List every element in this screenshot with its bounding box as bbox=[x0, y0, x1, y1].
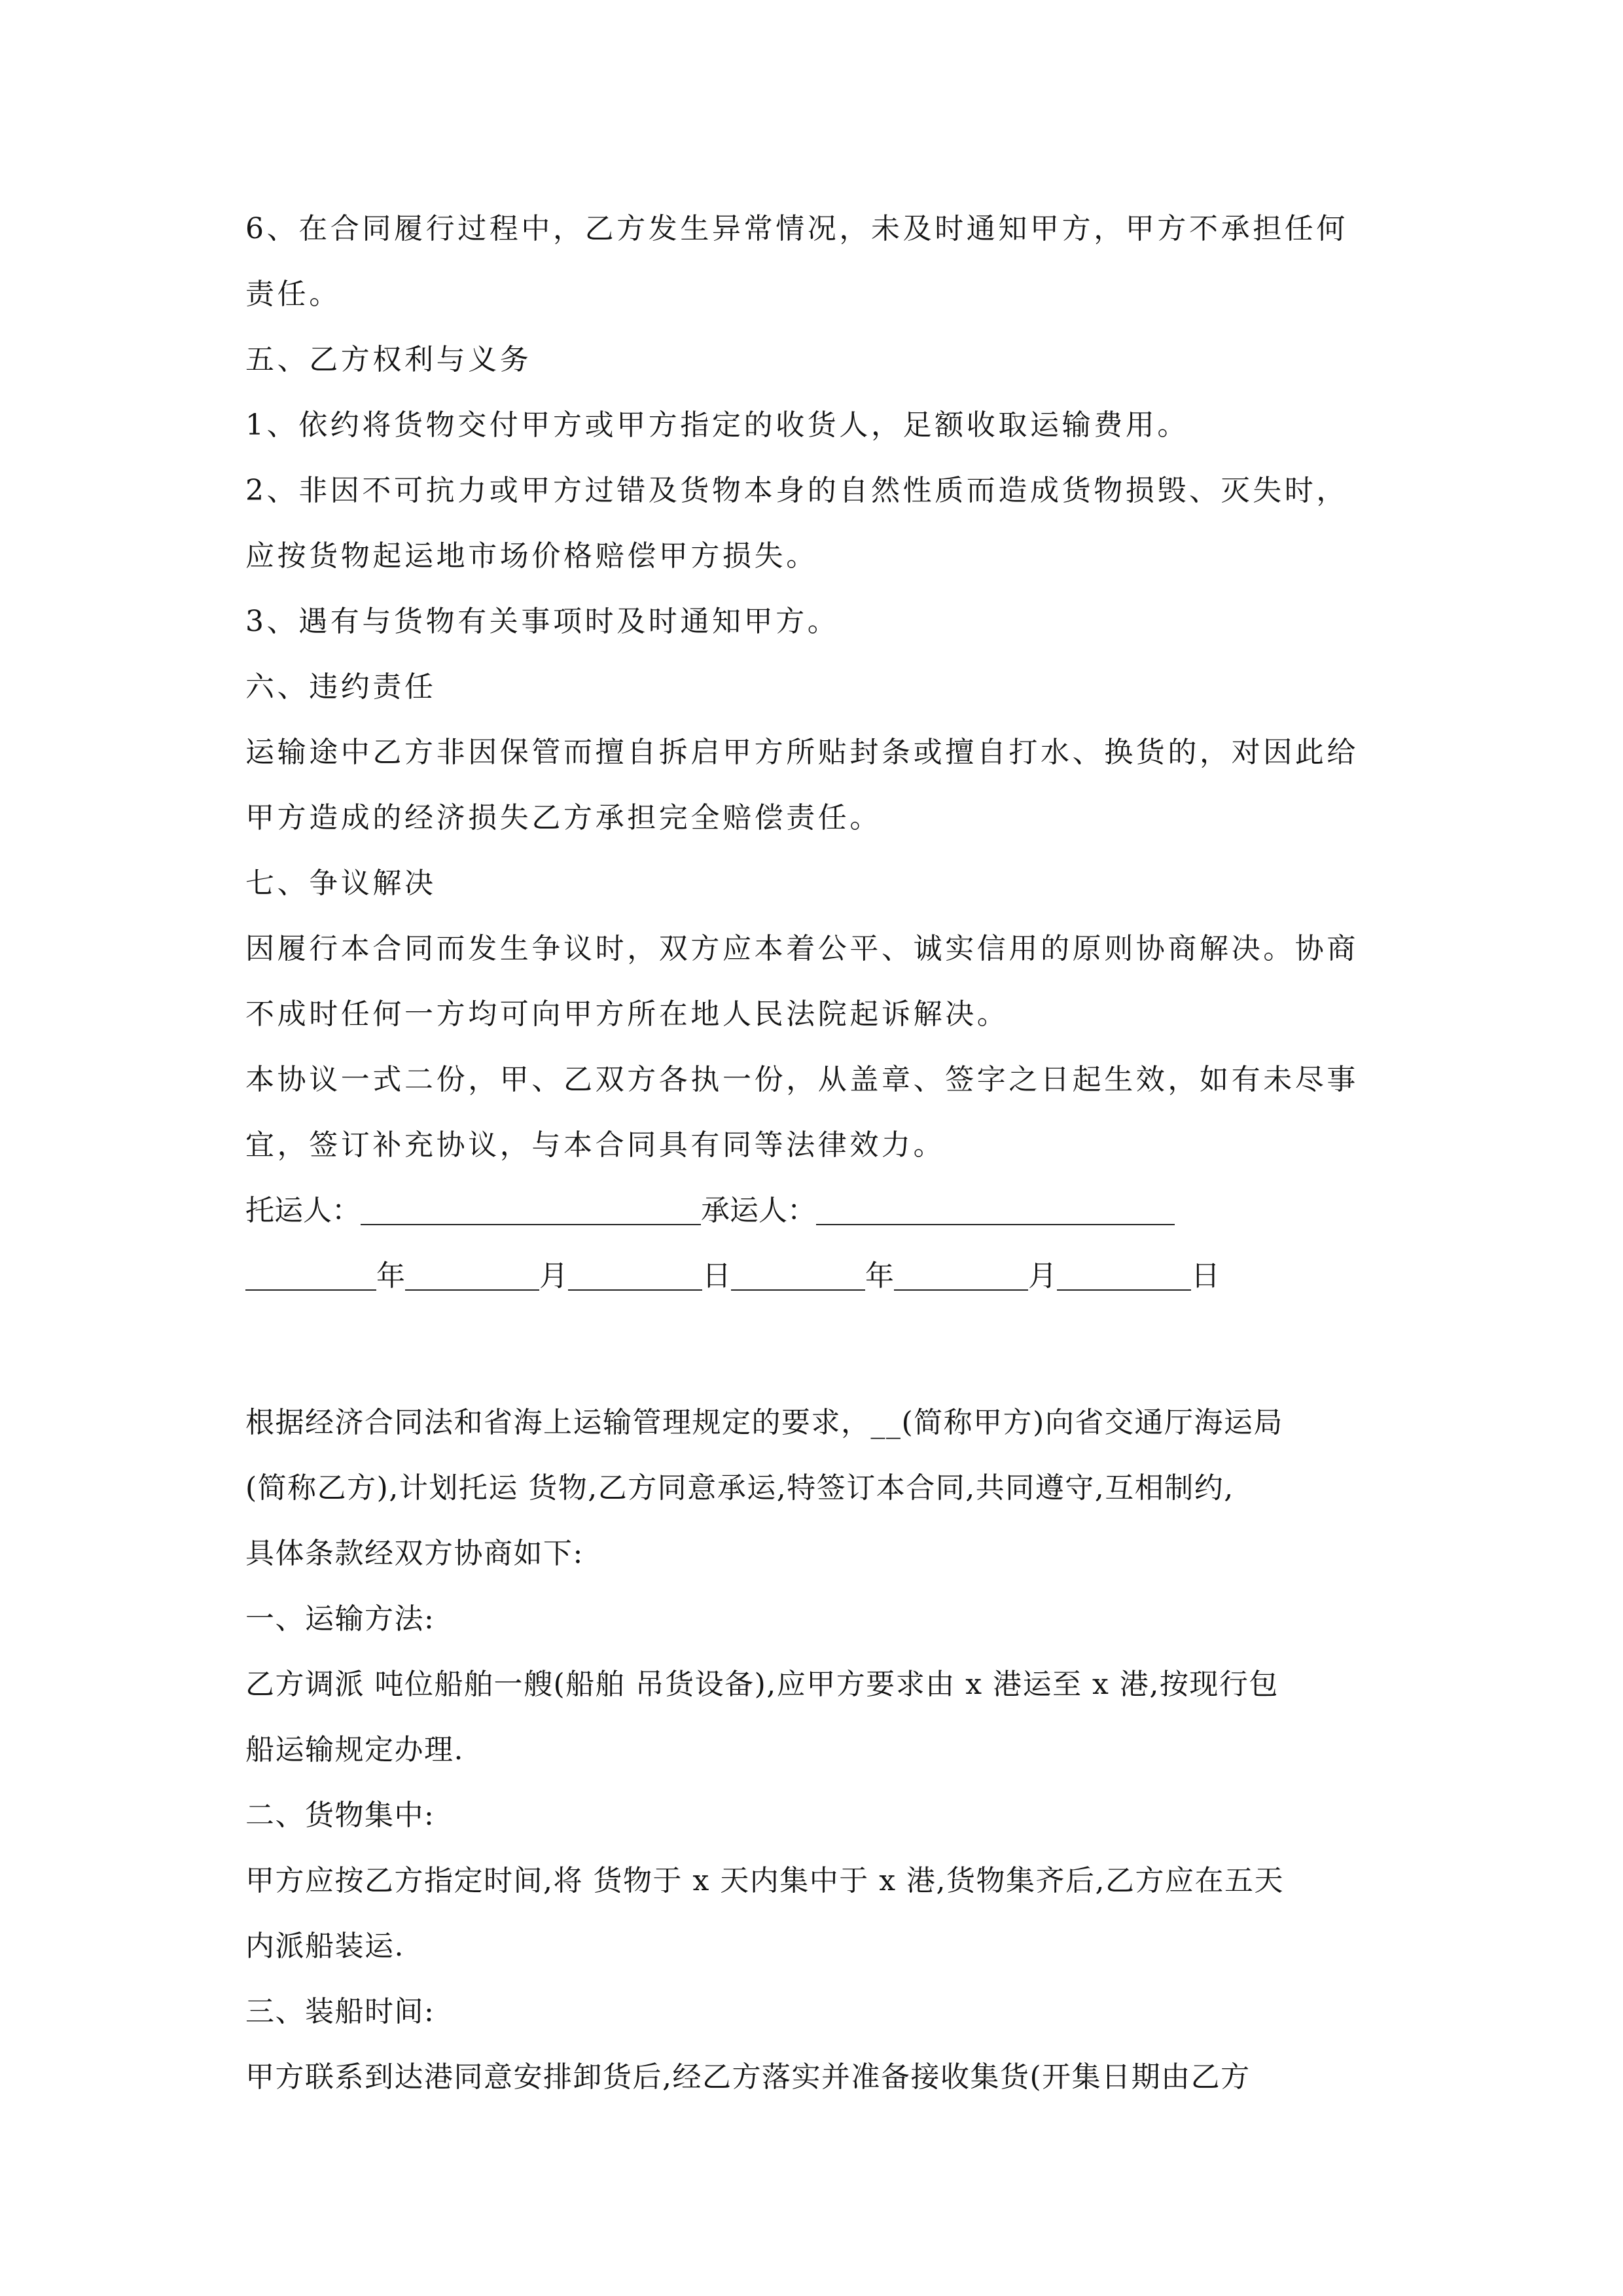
item-2-line-1: 2、非因不可抗力或甲方过错及货物本身的自然性质而造成货物损毁、灭失时， bbox=[245, 474, 1348, 507]
shipper-year-label: 年 bbox=[376, 1259, 405, 1293]
loading-time-line-1: 甲方联系到达港同意安排卸货后,经乙方落实并准备接收集货(开集日期由乙方 bbox=[245, 2060, 1251, 2094]
intro-line-1: 根据经济合同法和省海上运输管理规定的要求，__(简称甲方)向省交通厅海运局 bbox=[245, 1406, 1283, 1439]
signature-row bbox=[245, 1193, 1175, 1229]
carrier-day-blank[interactable] bbox=[1057, 1261, 1191, 1291]
transport-method-line-1: 乙方调派 吨位船舶一艘(船舶 吊货设备),应甲方要求由 x 港运至 x 港,按现行包 bbox=[245, 1668, 1279, 1701]
carrier-month-label: 月 bbox=[1028, 1259, 1057, 1293]
carrier-signature-blank[interactable] bbox=[816, 1195, 1175, 1225]
shipper-day-blank[interactable] bbox=[568, 1261, 702, 1291]
carrier-label: 承运人： bbox=[701, 1194, 816, 1227]
date-row bbox=[245, 1258, 1220, 1295]
carrier-day-label: 日 bbox=[1191, 1259, 1220, 1293]
intro-line-3: 具体条款经双方协商如下: bbox=[245, 1537, 584, 1570]
heading-transport-method: 一、运输方法: bbox=[245, 1602, 435, 1636]
shipper-label: 托运人： bbox=[245, 1194, 361, 1227]
section-heading-5: 五、乙方权利与义务 bbox=[245, 343, 532, 376]
transport-method-line-2: 船运输规定办理. bbox=[245, 1733, 464, 1767]
document-page bbox=[245, 0, 1381, 2296]
section-heading-7: 七、争议解决 bbox=[245, 867, 437, 900]
shipper-month-blank[interactable] bbox=[405, 1261, 539, 1291]
carrier-year-blank[interactable] bbox=[731, 1261, 865, 1291]
item-2-line-2: 应按货物起运地市场价格赔偿甲方损失。 bbox=[245, 539, 818, 573]
carrier-month-blank[interactable] bbox=[894, 1261, 1028, 1291]
breach-line-1: 运输途中乙方非因保管而擅自拆启甲方所贴封条或擅自打水、换货的，对因此给 bbox=[245, 736, 1359, 769]
intro-line-2: (简称乙方),计划托运 货物,乙方同意承运,特签订本合同,共同遵守,互相制约, bbox=[245, 1471, 1234, 1505]
heading-cargo-gathering: 二、货物集中: bbox=[245, 1799, 435, 1832]
shipper-year-blank[interactable] bbox=[245, 1261, 376, 1291]
shipper-month-label: 月 bbox=[539, 1259, 568, 1293]
item-3: 3、遇有与货物有关事项时及时通知甲方。 bbox=[245, 605, 840, 638]
cargo-gathering-line-2: 内派船装运. bbox=[245, 1929, 404, 1963]
dispute-line-1: 因履行本合同而发生争议时，双方应本着公平、诚实信用的原则协商解决。协商 bbox=[245, 932, 1359, 965]
shipper-day-label: 日 bbox=[702, 1259, 731, 1293]
breach-line-2: 甲方造成的经济损失乙方承担完全赔偿责任。 bbox=[245, 801, 882, 834]
cargo-gathering-line-1: 甲方应按乙方指定时间,将 货物于 x 天内集中于 x 港,货物集齐后,乙方应在五天 bbox=[245, 1864, 1285, 1897]
item-1: 1、依约将货物交付甲方或甲方指定的收货人，足额收取运输费用。 bbox=[245, 408, 1189, 442]
copies-line-1: 本协议一式二份，甲、乙双方各执一份，从盖章、签字之日起生效，如有未尽事 bbox=[245, 1063, 1359, 1096]
clause-6-line-2: 责任。 bbox=[245, 278, 341, 311]
carrier-year-label: 年 bbox=[865, 1259, 894, 1293]
dispute-line-2: 不成时任何一方均可向甲方所在地人民法院起诉解决。 bbox=[245, 997, 1009, 1031]
copies-line-2: 宜，签订补充协议，与本合同具有同等法律效力。 bbox=[245, 1128, 946, 1162]
heading-loading-time: 三、装船时间: bbox=[245, 1995, 435, 2028]
clause-6-line-1: 6、在合同履行过程中，乙方发生异常情况，未及时通知甲方，甲方不承担任何 bbox=[245, 212, 1348, 245]
section-heading-6: 六、违约责任 bbox=[245, 670, 437, 704]
shipper-signature-blank[interactable] bbox=[361, 1195, 701, 1225]
